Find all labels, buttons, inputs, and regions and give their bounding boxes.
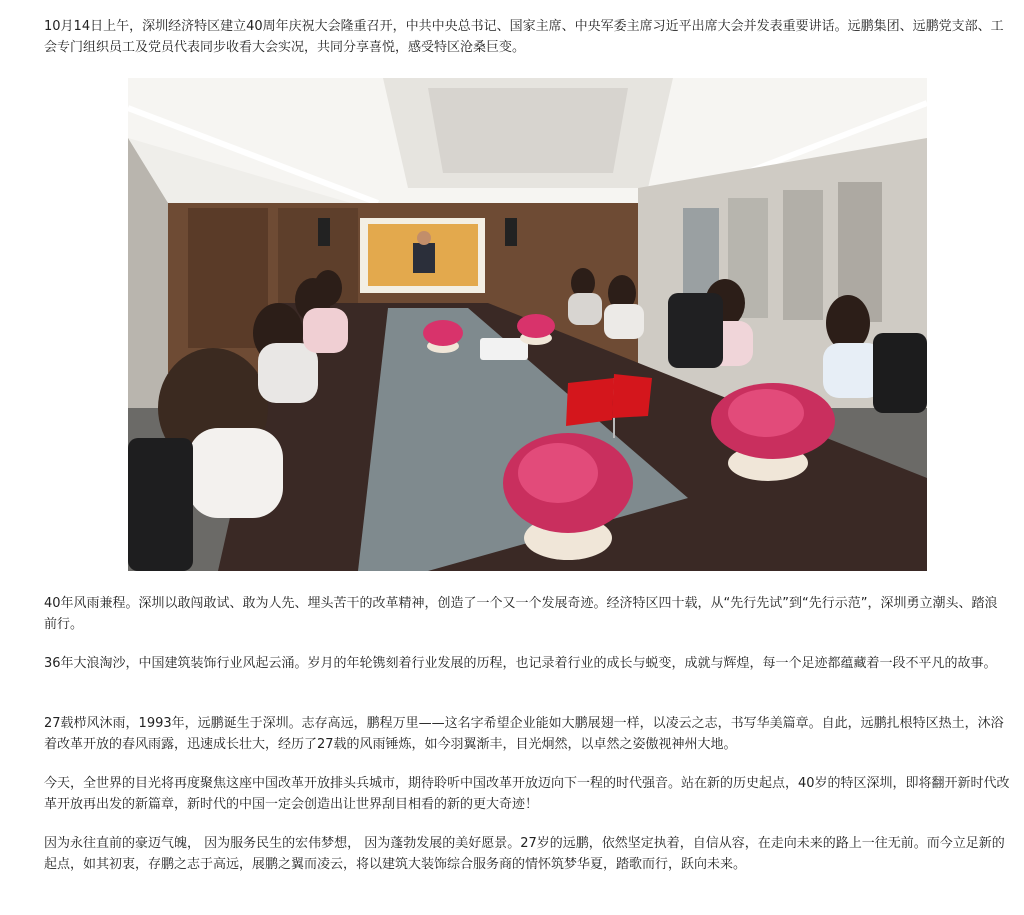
paragraph-2	[44, 653, 1010, 674]
paragraph-2-text: 36年大浪淘沙，中国建筑装饰行业风起云涌。岁月的年轮镌刻着行业发展的历程，也记录着行业的成长与蜕变，成就与辉煌，每一个足迹都蕴藏着一段不平凡的故事。	[44, 656, 997, 671]
paragraph-4-text: 今天，全世界的目光将再度聚焦这座中国改革开放排头兵城市，期待聆听中国改革开放迈向下一程的时代强音。站在新的历史起点，40岁的特区深圳，即将翻开新时代改革开放再出发的新篇章，新时代的中国一定会创造出让世界刮目相看的新的更大奇迹！	[44, 776, 1010, 812]
meeting-room-illustration	[128, 78, 927, 571]
paragraph-5-text: 因为永往直前的豪迈气魄， 因为服务民生的宏伟梦想， 因为蓬勃发展的美好愿景。27岁的远鹏，依然坚定执着，自信从容，在走向未来的路上一往无前。而今立足新的起点，如其初衷，存鹏之志于高远，展鹏之翼而凌云，将以建筑大装饰综合服务商的情怀筑梦华夏，踏歌而行，跃向未来。	[44, 836, 1005, 872]
meeting-room-photo	[128, 78, 927, 571]
paragraph-3	[44, 713, 1010, 755]
paragraph-4	[44, 773, 1010, 815]
intro-text: 10月14日上午，深圳经济特区建立40周年庆祝大会隆重召开，中共中央总书记、国家主席、中央军委主席习近平出席大会并发表重要讲话。远鹏集团、远鹏党支部、工会专门组织员工及党员代表同步收看大会实况，共同分享喜悦，感受特区沧桑巨变。	[44, 19, 1004, 55]
paragraph-3-text: 27载栉风沐雨，1993年，远鹏诞生于深圳。志存高远，鹏程万里——这名字希望企业能如大鹏展翅一样，以凌云之志，书写华美篇章。自此，远鹏扎根特区热土，沐浴着改革开放的春风雨露，迅速成长壮大，经历了27载的风雨锤炼，如今羽翼渐丰，目光炯然，以卓然之姿傲视神州大地。	[44, 716, 1004, 752]
paragraph-1-text: 40年风雨兼程。深圳以敢闯敢试、敢为人先、埋头苦干的改革精神，创造了一个又一个发展奇迹。经济特区四十载，从“先行先试”到“先行示范”，深圳勇立潮头、踏浪前行。	[44, 596, 998, 632]
intro-paragraph	[44, 16, 1010, 58]
paragraph-1	[44, 593, 1010, 635]
paragraph-5	[44, 833, 1010, 875]
